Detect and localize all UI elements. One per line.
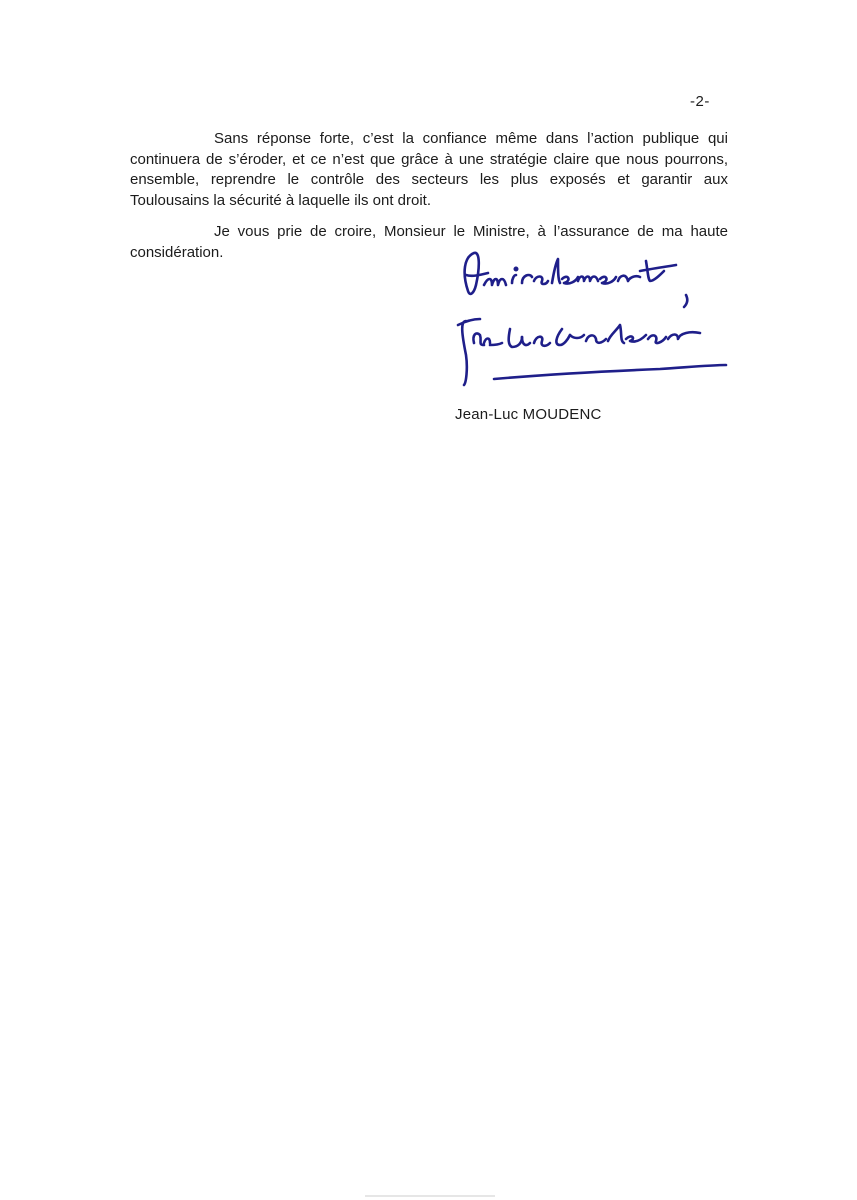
closing-paragraph: Sans réponse forte, c’est la confiance même dans l’action publique qui continuera de s’éroder, et ce n’est que grâce à une stratégie claire que nous pourrons, ensemble, reprendre le contrôle des secteurs les plus exposés et garantir aux Toulousains la sécurité à laquelle ils ont droit. bbox=[130, 130, 728, 209]
page-bottom-edge bbox=[365, 1195, 495, 1197]
signer-name: Jean-Luc MOUDENC bbox=[455, 406, 602, 423]
page-number: -2- bbox=[690, 93, 710, 110]
signature-drawing bbox=[450, 245, 740, 395]
handwritten-signature bbox=[450, 245, 740, 395]
courtesy-formula: Je vous prie de croire, Monsieur le Ministre, à l’assurance de ma haute considération. bbox=[130, 223, 728, 261]
